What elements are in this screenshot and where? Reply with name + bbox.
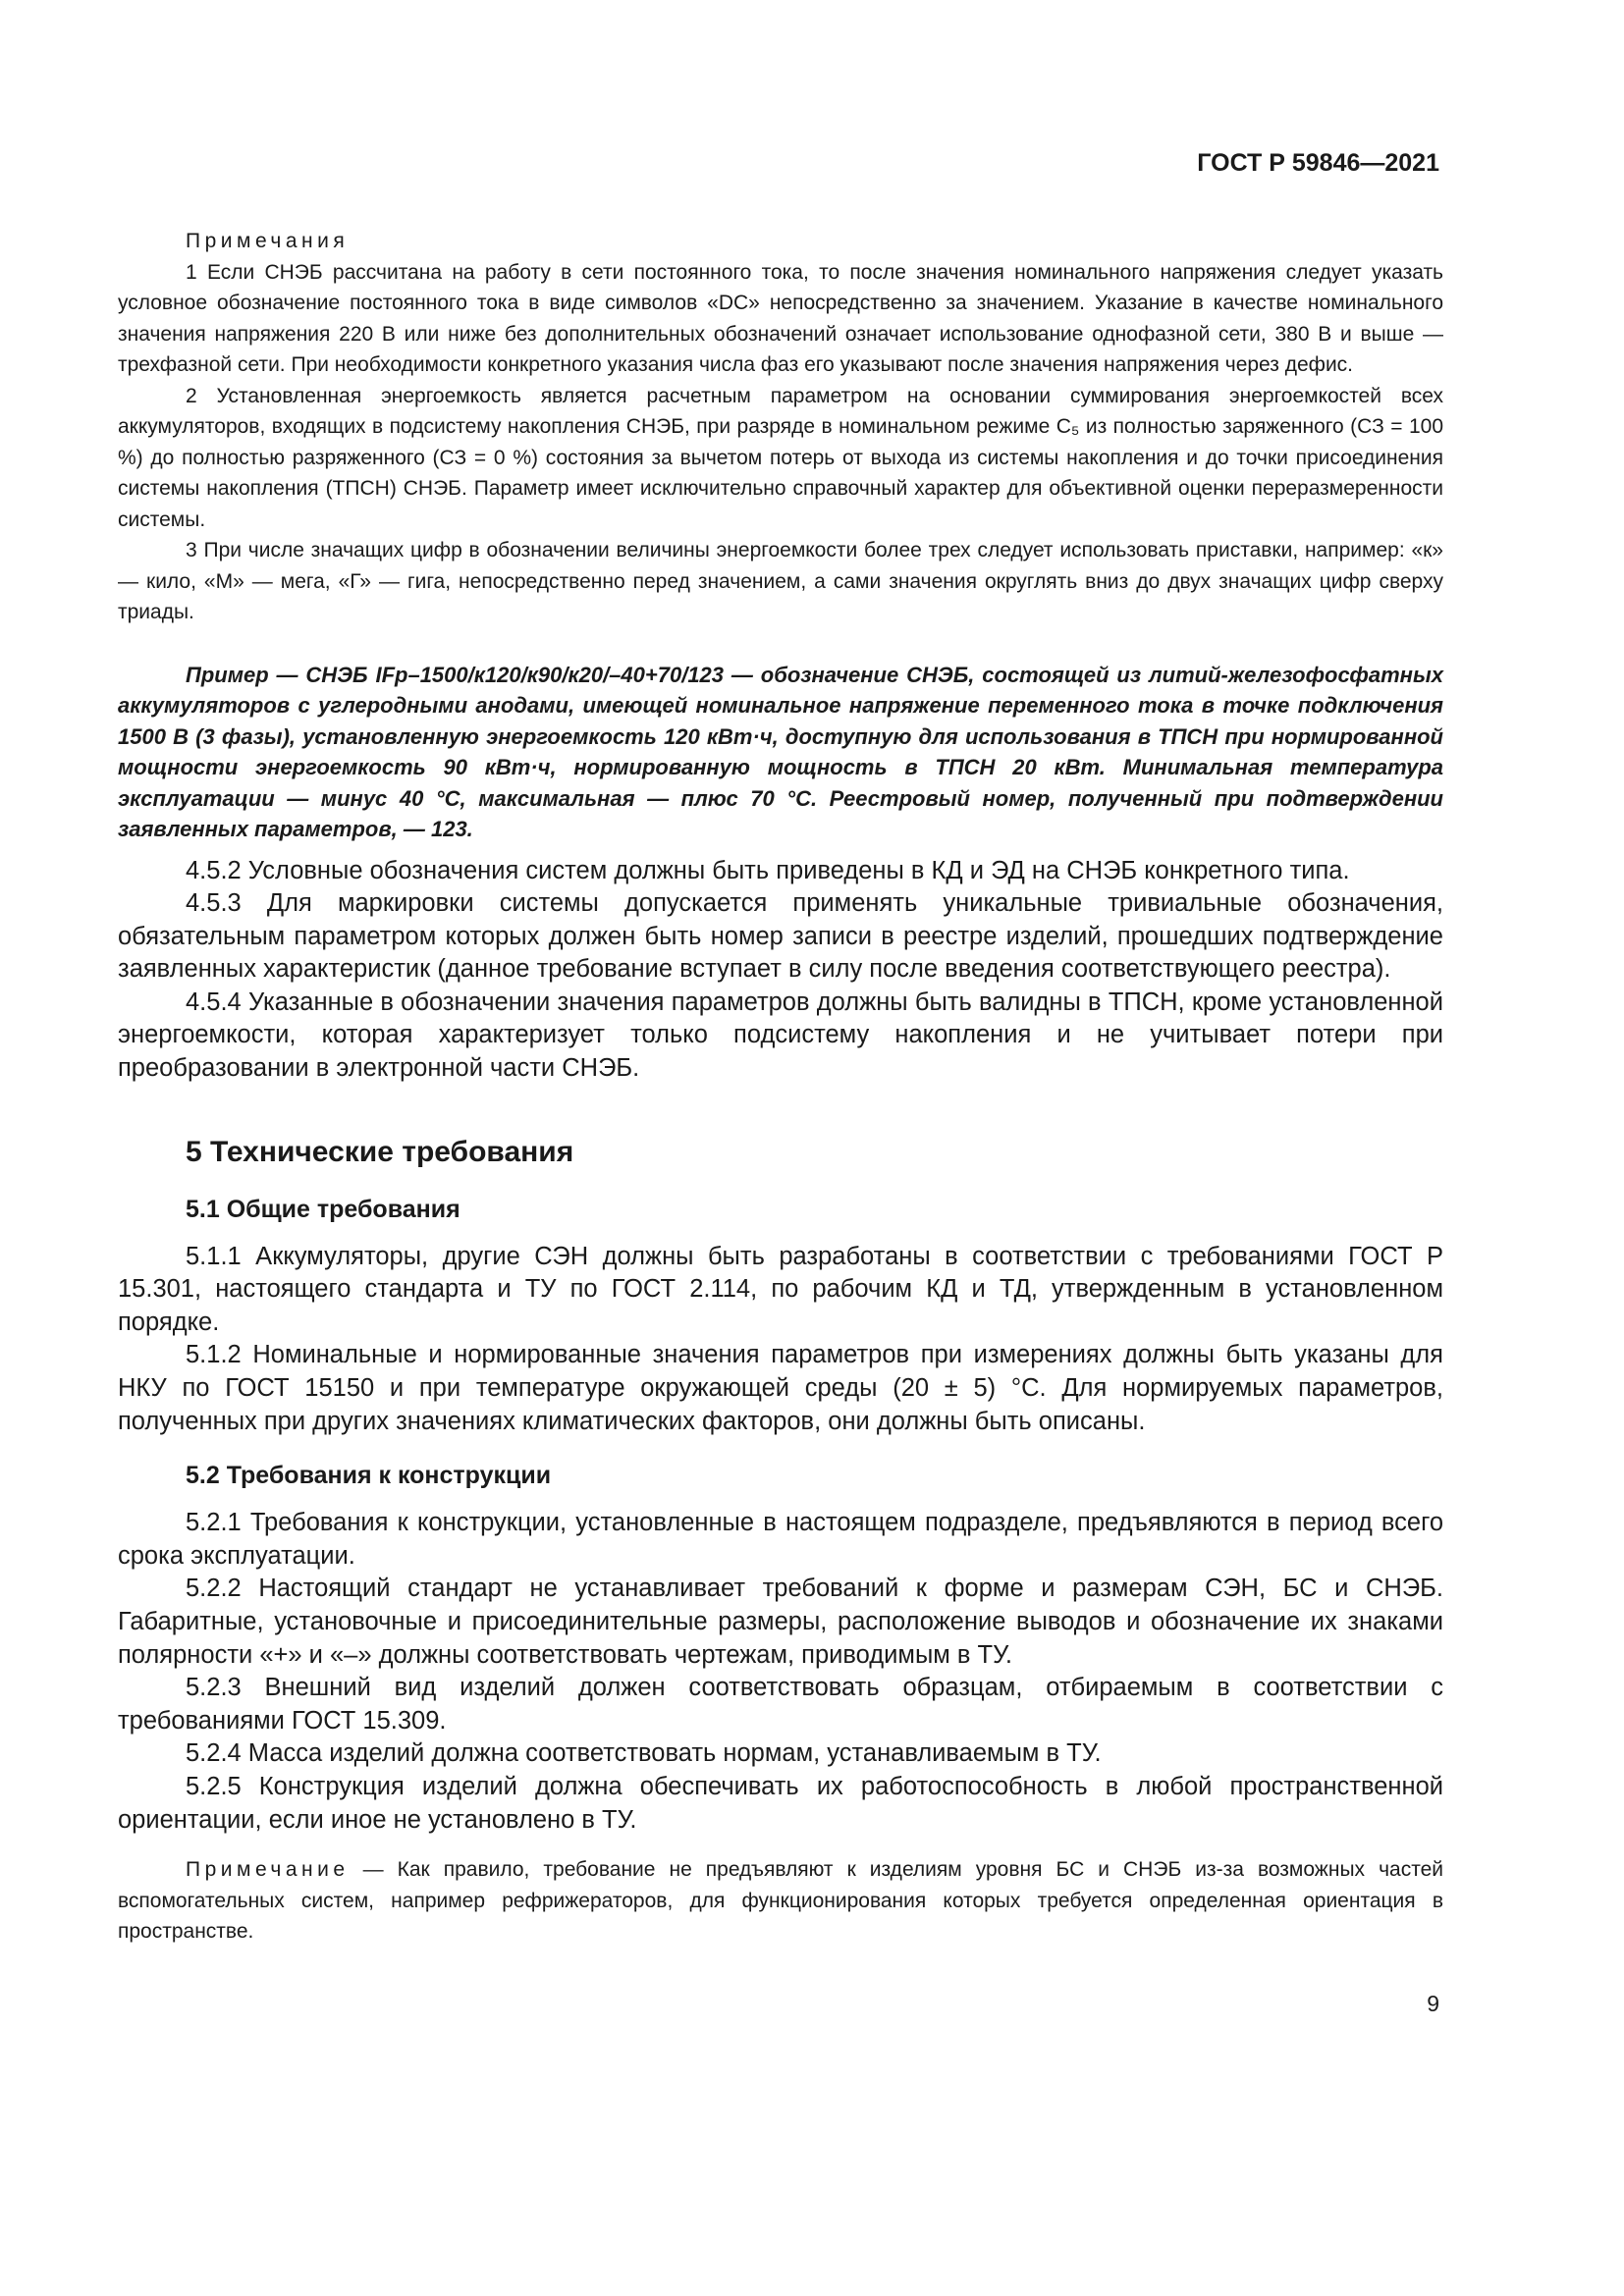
- clause-paragraph: 5.2.5 Конструкция изделий должна обеспечивать их работоспособность в любой пространственной ориентации, если иное не установлено в ТУ.: [118, 1772, 1443, 1834]
- page-number: 9: [1427, 1991, 1439, 2016]
- subsection-title: 5.1 Общие требования: [186, 1195, 460, 1223]
- clause-paragraph: 5.2.4 Масса изделий должна соответствовать нормам, устанавливаемым в ТУ.: [186, 1739, 1102, 1768]
- clause-paragraph: 5.1.1 Аккумуляторы, другие СЭН должны быть разработаны в соответствии с требованиями ГОСТ Р 15.301, настоящего стандарта и ТУ по ГОСТ 2.114, по рабочим КД и ТД, утвержденным в установленном порядке.: [118, 1242, 1443, 1336]
- clause-paragraph: 5.2.2 Настоящий стандарт не устанавливает требований к форме и размерам СЭН, БС и СНЭБ. Габаритные, установочные и присоединительные размеры, расположение выводов и обозначение их знаками полярности «+» и «–» должны соответствовать чертежам, приводимым в ТУ.: [118, 1575, 1443, 1669]
- note-item: 3 При числе значащих цифр в обозначении величины энергоемкости более трех следует использовать приставки, например: «к» — кило, «М» — мега, «Г» — гига, непосредственно перед значением, а сами значения округлять вниз до двух значащих цифр сверху триады.: [118, 539, 1443, 623]
- subsection-title: 5.2 Требования к конструкции: [186, 1462, 552, 1490]
- clause-paragraph: 4.5.4 Указанные в обозначении значения параметров должны быть валидны в ТПСН, кроме установленной энергоемкости, которая характеризует только подсистему накопления и не учитывает потери при преобразовании в электронной части СНЭБ.: [118, 988, 1443, 1083]
- clauses-4-5: [118, 855, 1443, 1086]
- document-header: ГОСТ Р 59846—2021: [1197, 149, 1439, 177]
- note-block: [118, 1854, 1443, 1948]
- clause-paragraph: 5.2.3 Внешний вид изделий должен соответствовать образцам, отбираемым в соответствии с требованиями ГОСТ 15.309.: [118, 1674, 1443, 1735]
- note-text: — Как правило, требование не предъявляют к изделиям уровня БС и СНЭБ из-за возможных частей вспомогательных систем, например рефрижераторов, для функционирования которых требуется определенная ориентация в пространстве.: [118, 1858, 1443, 1944]
- example-text: Пример — СНЭБ IFp–1500/к120/к90/к20/–40+70/123 — обозначение СНЭБ, состоящей из литий-железофосфатных аккумуляторов с углеродными анодами, имеющей номинальное напряжение переменного тока в точке подключения 1500 В (3 фазы), установленную энергоемкость 120 кВт·ч, доступную для использования в ТПСН при нормированной мощности энергоемкость 90 кВт·ч, нормированную мощность в ТПСН 20 кВт. Минимальная температура эксплуатации — минус 40 °С, максимальная — плюс 70 °С. Реестровый номер, полученный при подтверждении заявленных параметров, — 123.: [118, 662, 1443, 841]
- example-block: [118, 660, 1443, 845]
- notes-block: [118, 226, 1443, 628]
- page-content: [118, 226, 1443, 1948]
- note-paragraph: [118, 1854, 1443, 1948]
- note-item: 2 Установленная энергоемкость является расчетным параметром на основании суммирования энергоемкостей всех аккумуляторов, входящих в подсистему накопления СНЭБ, при разряде в номинальном режиме C₅ из полностью заряженного (СЗ = 100 %) до полностью разряженного (СЗ = 0 %) состояния за вычетом потерь от выхода из системы накопления и до точки присоединения системы накопления (ТПСН) СНЭБ. Параметр имеет исключительно справочный характер для объективной оценки переразмеренности системы.: [118, 384, 1443, 531]
- clause-paragraph: 4.5.2 Условные обозначения систем должны быть приведены в КД и ЭД на СНЭБ конкретного типа.: [186, 856, 1350, 884]
- clause-paragraph: 4.5.3 Для маркировки системы допускается применять уникальные тривиальные обозначения, обязательным параметром которых должен быть номер записи в реестре изделий, прошедших подтверждение заявленных характеристик (данное требование вступает в силу после введения соответствующего реестра).: [118, 889, 1443, 984]
- section-title: 5 Технические требования: [186, 1135, 574, 1168]
- subsection-5-2: [118, 1507, 1443, 1837]
- clause-paragraph: 5.2.1 Требования к конструкции, установленные в настоящем подразделе, предъявляются в период всего срока эксплуатации.: [118, 1509, 1443, 1570]
- note-label: Примечание: [186, 1858, 350, 1882]
- note-item: 1 Если СНЭБ рассчитана на работу в сети постоянного тока, то после значения номинального напряжения следует указать условное обозначение постоянного тока в виде символов «DC» непосредственно за значением. Указание в качестве номинального значения напряжения 220 В или ниже без дополнительных обозначений означает использование однофазной сети, 380 В и выше — трехфазной сети. При необходимости конкретного указания числа фаз его указывают после значения напряжения через дефис.: [118, 260, 1443, 376]
- notes-title: Примечания: [186, 230, 350, 252]
- subsection-5-1: [118, 1241, 1443, 1439]
- clause-paragraph: 5.1.2 Номинальные и нормированные значения параметров при измерениях должны быть указаны для НКУ по ГОСТ 15150 и при температуре окружающей среды (20 ± 5) °С. Для нормируемых параметров, полученных при других значениях климатических факторов, они должны быть описаны.: [118, 1341, 1443, 1435]
